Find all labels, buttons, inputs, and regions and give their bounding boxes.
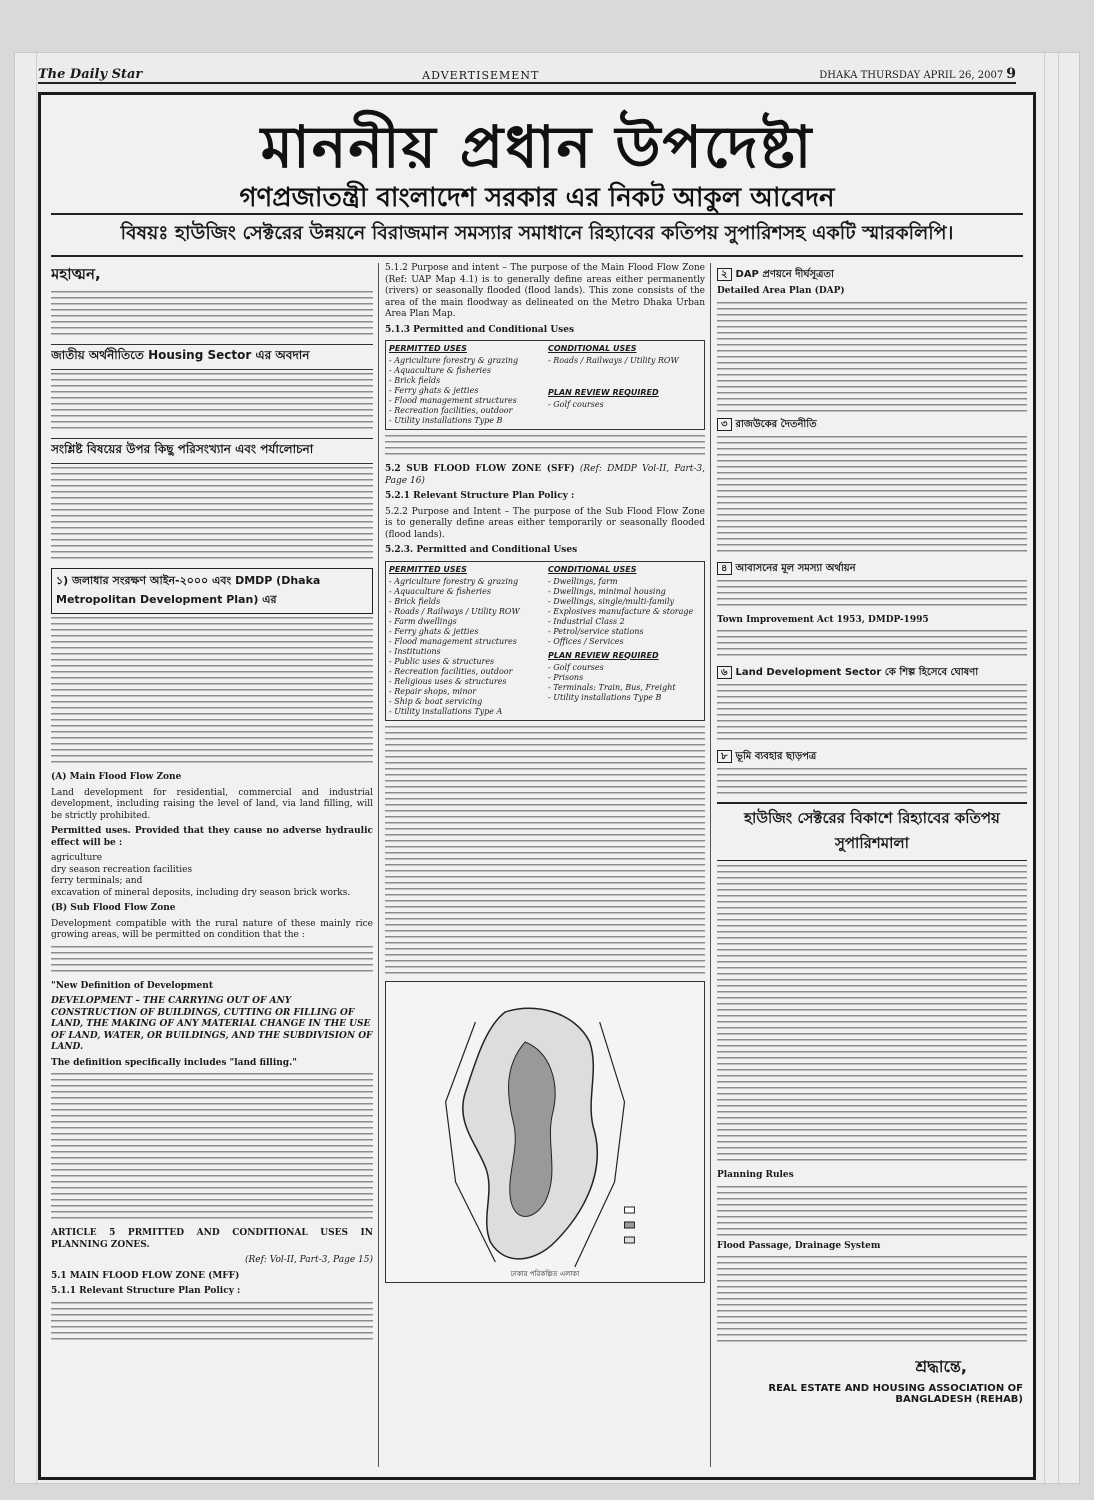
advertisement (38, 92, 1036, 1480)
map-caption: ঢাকার পরিকল্পিত এলাকা (510, 1269, 580, 1278)
new-definition-text: DEVELOPMENT – THE CARRYING OUT OF ANY CONSTRUCTION OF BUILDINGS, CUTTING OR FILLING OF LAND, THE MAKING OF ANY MATERIAL CHANGE IN THE USE OF LAND, WATER, OR BUILDINGS, AND THE SUBDIVISION OF LAND. (51, 996, 373, 1052)
column-2 (385, 263, 705, 1469)
sff-heading: 5.2 SUB FLOOD FLOW ZONE (SFF) (Ref: DMDP Vol-II, Part-3, Page 16) (385, 464, 705, 486)
article-5: ARTICLE 5 PRMITTED AND CONDITIONAL USES IN PLANNING ZONES. (51, 1228, 373, 1250)
ad-headline: মাননীয় প্রধান উপদেষ্টা (260, 113, 814, 181)
column-1 (51, 263, 373, 1469)
section-label: ADVERTISEMENT (422, 69, 540, 82)
organization-name: REAL ESTATE AND HOUSING ASSOCIATION OF BANGLADESH (REHAB) (768, 1383, 1023, 1405)
dhaka-flood-zone-map (385, 981, 705, 1283)
mff-title: (A) Main Flood Flow Zone (51, 772, 182, 782)
column-3 (717, 263, 1027, 1469)
section-heading-economy: জাতীয় অর্থনীতিতে Housing Sector এর অবদান (51, 344, 373, 370)
uses-5-1-3: 5.1.3 Permitted and Conditional Uses (385, 324, 575, 335)
recommendations-heading: হাউজিং সেক্টরের বিকাশে রিহ্যাবের কতিপয় সুপারিশমালা (717, 802, 1027, 861)
item-finance: ৪ আবাসনের মূল সমস্যা অর্থায়ন (717, 561, 1027, 578)
sff-text: Development compatible with the rural nature of these mainly rice growing areas, will be permitted on condition that the : (51, 918, 373, 940)
sff-uses-table: PERMITTED USES - Agriculture forestry & grazing - Aquaculture & fisheries - Brick fields - Roads / Railways / Utility ROW - Farm dwellings - Ferry ghats & jetties - Flood management structures - Institutions - Public uses & structures - Recreation facilities, outdoor - Religious uses & structures - Repair shops, minor - Ship & boat servicing - Utility installations Type A CONDITIONAL USES - Dwellings, farm - Dwellings, minimal housing - Dwellings, single/multi-family - Explosives manufacture & storage - Industrial Class 2 - Petrol/service stations - Offices / Services PLAN REVIEW REQUIRED - Golf courses - Prisons - Terminals: Train, Bus, Freight - Utility installations Type B (385, 561, 705, 721)
salutation: মহাত্মন, (51, 265, 101, 283)
mff-5-1-1: 5.1.1 Relevant Structure Plan Policy : (51, 1286, 241, 1296)
permitted-list: agriculture dry season recreation facilities ferry terminals; and excavation of mineral deposits, including dry season brick works. (51, 853, 351, 898)
item-flood-passage: Flood Passage, Drainage System (717, 1240, 881, 1251)
section-heading-statistics: সংশ্লিষ্ট বিষয়ের উপর কিছু পরিসংখ্যান এবং পর্যালোচনা (51, 438, 373, 464)
new-definition-title: "New Definition of Development (51, 980, 213, 991)
permitted-intro: Permitted uses. Provided that they cause no adverse hydraulic effect will be : (51, 826, 373, 848)
article-5-ref: (Ref: Vol-II, Part-3, Page 15) (244, 1255, 373, 1265)
section-heading-dmdp: ১) জলাধার সংরক্ষণ আইন-২০০০ এবং DMDP (Dhaka Metropolitan Development Plan) এর (51, 568, 373, 614)
map-illustration (386, 982, 704, 1282)
masthead (38, 60, 1016, 84)
dap-heading: ২ DAP প্রণয়নে দীর্ঘসূত্রতা (717, 267, 1027, 284)
item-dap: Detailed Area Plan (DAP) (717, 286, 845, 296)
uses-5-2-3: 5.2.3. Permitted and Conditional Uses (385, 545, 578, 555)
policy-5-2-1: 5.2.1 Relevant Structure Plan Policy : (385, 491, 575, 501)
mff-5-1: 5.1 MAIN FLOOD FLOW ZONE (MFF) (51, 1270, 240, 1281)
issue-date: DHAKA THURSDAY APRIL 26, 2007 9 (819, 66, 1016, 82)
purpose-5-2-2: 5.2.2 Purpose and Intent – The purpose of the Sub Flood Flow Zone is to generally define areas either temporarily or seasonally flooded (flood lands). (385, 506, 705, 540)
ad-subject: বিষয়ঃ হাউজিং সেক্টরের উন্নয়নে বিরাজমান সমস্যার সমাধানে রিহ্যাবের কতিপয় সুপারিশসহ একটি স্মারকলিপি। (51, 213, 1023, 257)
page-number: 9 (1006, 66, 1016, 82)
item-planning-rules: Planning Rules (717, 1170, 794, 1180)
mff-text: Land development for residential, commercial and industrial development, including raising the level of land, via land filling, will be strictly prohibited. (51, 787, 373, 821)
newspaper-name: The Daily Star (38, 67, 143, 82)
item-land-development: ৬ Land Development Sector কে শিল্প হিসেবে ঘোষণা (717, 665, 1027, 682)
ad-subhead: গণপ্রজাতন্ত্রী বাংলাদেশ সরকার এর নিকট আকুল আবেদন (239, 183, 835, 213)
item-ti-act: Town Improvement Act 1953, DMDP-1995 (717, 614, 929, 625)
item-clearance: ৮ ভূমি ব্যবহার ছাড়পত্র (717, 749, 1027, 766)
item-rajuk: ৩ রাজউকের দৈতনীতি (717, 417, 1027, 434)
land-filling-note: The definition specifically includes "land filling." (51, 1057, 297, 1068)
mff-uses-table: PERMITTED USES - Agriculture forestry & grazing - Aquaculture & fisheries - Brick fields - Ferry ghats & jetties - Flood management structures - Recreation facilities, outdoor - Utility installations Type B CONDITIONAL USES - Roads / Railways / Utility ROW PLAN REVIEW REQUIRED - Golf courses (385, 340, 705, 430)
sff-title: (B) Sub Flood Flow Zone (51, 903, 176, 913)
signoff: শ্রদ্ধান্তে, (915, 1357, 967, 1376)
purpose-5-1-2: 5.1.2 Purpose and intent – The purpose of the Main Flood Flow Zone (Ref: UAP Map 4.1) is to generally define areas either permanently (rivers) or seasonally flooded (flood lands). This zone consists of the area of the main floodway as delineated on the Metro Dhaka Urban Area Plan Map. (385, 263, 705, 319)
